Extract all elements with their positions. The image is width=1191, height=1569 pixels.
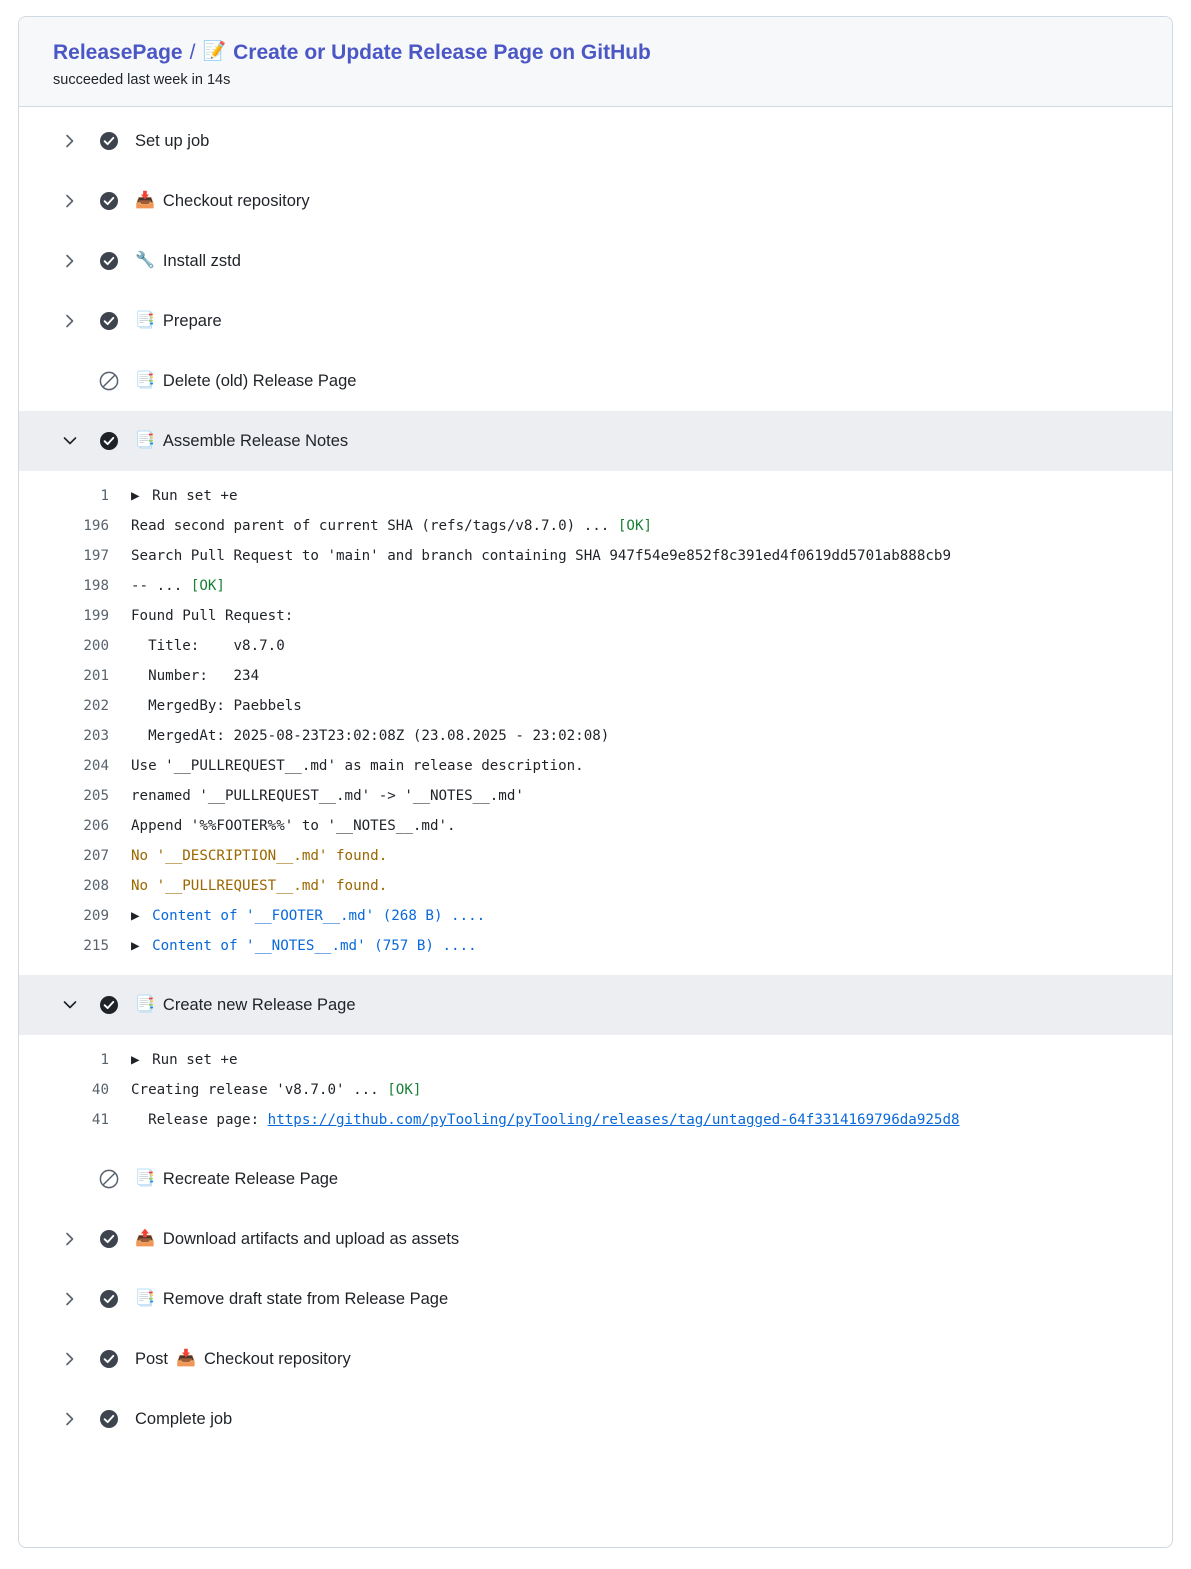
log-line-number: 215 (83, 938, 109, 955)
step-row-install-zstd[interactable] (19, 231, 1172, 291)
status-success-icon (97, 1349, 121, 1369)
log-line-number: 197 (83, 548, 109, 565)
log-group-label[interactable]: Content of '__NOTES__.md' (757 B) .... (152, 938, 477, 955)
status-skipped-icon (97, 371, 121, 391)
status-success-icon (97, 251, 121, 271)
chevron-down-icon[interactable] (59, 435, 81, 447)
chevron-right-icon[interactable] (59, 1352, 81, 1366)
page-with-curl-icon: 📑 (135, 312, 155, 330)
step-label-prepare (135, 313, 222, 331)
step-row-assemble-release-notes[interactable] (19, 411, 1172, 471)
step-label-text: Set up job (135, 131, 210, 150)
page-with-curl-icon: 📑 (135, 432, 155, 450)
step-label-download-artifacts (135, 1231, 459, 1249)
log-line-content (131, 481, 238, 511)
log-line-number: 205 (83, 788, 109, 805)
log-line (19, 1105, 1172, 1135)
step-label-post-checkout-repository (135, 1351, 351, 1369)
step-label-text: Download artifacts and upload as assets (162, 1229, 460, 1248)
log-text: Run set +e (152, 1052, 238, 1069)
memo-icon: 📝 (202, 41, 227, 63)
log-expand-arrow[interactable]: ▶ (131, 488, 149, 505)
step-label-text: Assemble Release Notes (162, 431, 349, 450)
log-line (19, 511, 1172, 541)
log-line-content (131, 1105, 960, 1135)
log-line-content: Search Pull Request to 'main' and branch containing SHA 947f54e9e852f8c391ed4f0619dd5701ab888cb9 (131, 548, 951, 565)
log-line-content: Use '__PULLREQUEST__.md' as main release description. (131, 758, 584, 775)
step-row-create-new-release-page[interactable] (19, 975, 1172, 1035)
step-label-text: Post (135, 1349, 169, 1368)
step-label-set-up-job (135, 133, 209, 151)
job-title (53, 39, 1138, 66)
status-skipped-icon (97, 1169, 121, 1189)
log-assemble-release-notes[interactable] (19, 471, 1172, 975)
step-label-text: Create new Release Page (162, 995, 356, 1014)
chevron-down-icon[interactable] (59, 999, 81, 1011)
step-label-checkout-repository (135, 193, 310, 211)
step-label-recreate-release-page (135, 1171, 338, 1189)
step-label-text: Remove draft state from Release Page (162, 1289, 449, 1308)
log-line-content: No '__PULLREQUEST__.md' found. (131, 878, 388, 895)
log-line (19, 751, 1172, 781)
status-success-icon (97, 1409, 121, 1429)
log-line-number: 206 (83, 818, 109, 835)
release-page-link[interactable]: https://github.com/pyTooling/pyTooling/releases/tag/untagged-64f3314169796da925d8 (267, 1112, 960, 1129)
log-line (19, 1045, 1172, 1075)
step-row-prepare[interactable] (19, 291, 1172, 351)
step-list (19, 107, 1172, 1449)
step-label-install-zstd (135, 253, 241, 271)
log-line (19, 661, 1172, 691)
outbox-tray-icon: 📤 (135, 1230, 155, 1248)
log-text: Read second parent of current SHA (refs/tags/v8.7.0) ... (131, 518, 618, 535)
log-line-number: 41 (91, 1112, 109, 1129)
log-line-content: Title: v8.7.0 (131, 638, 285, 655)
log-line (19, 721, 1172, 751)
step-label-text-suffix: Checkout repository (203, 1349, 351, 1368)
log-line (19, 691, 1172, 721)
step-label-text: Recreate Release Page (162, 1169, 339, 1188)
log-text: Creating release 'v8.7.0' ... (131, 1082, 388, 1099)
step-row-checkout-repository[interactable] (19, 171, 1172, 231)
log-status-ok: [OK] (617, 518, 653, 535)
step-row-complete-job[interactable] (19, 1389, 1172, 1449)
log-line-number: 209 (83, 908, 109, 925)
chevron-right-icon[interactable] (59, 134, 81, 148)
log-line (19, 781, 1172, 811)
log-line-content (131, 571, 225, 601)
log-line-content: Append '%%FOOTER%%' to '__NOTES__.md'. (131, 818, 456, 835)
log-create-new-release-page[interactable] (19, 1035, 1172, 1149)
step-row-delete-old-release-page (19, 351, 1172, 411)
step-label-text: Prepare (162, 311, 222, 330)
log-status-ok: [OK] (387, 1082, 422, 1099)
page-title[interactable]: Create or Update Release Page on GitHub (233, 41, 651, 64)
page-with-curl-icon: 📑 (135, 996, 155, 1014)
step-label-text: Checkout repository (162, 191, 310, 210)
log-line-content (131, 931, 477, 961)
step-label-text: Install zstd (162, 251, 241, 270)
log-expand-arrow[interactable]: ▶ (131, 908, 149, 925)
page-with-curl-icon: 📑 (135, 372, 155, 390)
log-line-number: 207 (83, 848, 109, 865)
log-line (19, 841, 1172, 871)
status-success-icon (97, 311, 121, 331)
log-line-number: 40 (91, 1082, 109, 1099)
job-log-panel (18, 16, 1173, 1548)
job-header (19, 17, 1172, 107)
step-row-remove-draft-state-from-release-page[interactable] (19, 1269, 1172, 1329)
log-line (19, 811, 1172, 841)
log-line-content: Number: 234 (131, 668, 260, 685)
step-label-delete-old-release-page (135, 373, 356, 391)
chevron-right-icon[interactable] (59, 1232, 81, 1246)
breadcrumb-repo[interactable]: ReleasePage (53, 41, 183, 64)
status-success-icon (97, 431, 121, 451)
log-line (19, 871, 1172, 901)
log-line (19, 1075, 1172, 1105)
log-expand-arrow[interactable]: ▶ (131, 938, 149, 955)
status-success-icon (97, 1229, 121, 1249)
inbox-tray-icon: 📥 (135, 192, 155, 210)
log-line (19, 901, 1172, 931)
log-line-content (131, 901, 485, 931)
log-line-number: 199 (83, 608, 109, 625)
chevron-right-icon[interactable] (59, 1412, 81, 1426)
log-line-content (131, 511, 652, 541)
job-status-subtitle: succeeded last week in 14s (53, 72, 231, 89)
log-line (19, 931, 1172, 961)
log-line-number: 201 (83, 668, 109, 685)
log-line-number: 202 (83, 698, 109, 715)
log-text: -- ... (131, 578, 191, 595)
status-success-icon (97, 995, 121, 1015)
status-success-icon (97, 1289, 121, 1309)
status-success-icon (97, 131, 121, 151)
log-line-content: MergedBy: Paebbels (131, 698, 302, 715)
breadcrumb-separator: / (189, 41, 196, 64)
step-row-set-up-job[interactable] (19, 111, 1172, 171)
log-line-content: renamed '__PULLREQUEST__.md' -> '__NOTES__.md' (131, 788, 524, 805)
wrench-icon: 🔧 (135, 252, 155, 270)
log-text: Release page: (131, 1112, 268, 1129)
log-group-label[interactable]: Content of '__FOOTER__.md' (268 B) .... (152, 908, 486, 925)
log-status-ok: [OK] (190, 578, 225, 595)
log-text: Run set +e (152, 488, 238, 505)
chevron-right-icon[interactable] (59, 254, 81, 268)
log-line-number: 196 (83, 518, 109, 535)
log-line-number: 203 (83, 728, 109, 745)
chevron-right-icon[interactable] (59, 1292, 81, 1306)
log-line (19, 601, 1172, 631)
log-line-content (131, 1075, 421, 1105)
log-line-number: 204 (83, 758, 109, 775)
log-line-number: 200 (83, 638, 109, 655)
log-line (19, 541, 1172, 571)
log-line-content: Found Pull Request: (131, 608, 294, 625)
log-line-content: MergedAt: 2025-08-23T23:02:08Z (23.08.2025 - 23:02:08) (131, 728, 610, 745)
log-line (19, 631, 1172, 661)
log-line-number: 208 (83, 878, 109, 895)
status-success-icon (97, 191, 121, 211)
log-line-number: 1 (100, 1052, 109, 1069)
step-label-create-new-release-page (135, 997, 356, 1015)
log-line (19, 571, 1172, 601)
step-label-text: Complete job (135, 1409, 233, 1428)
step-label-remove-draft-state (135, 1291, 448, 1309)
log-line-content (131, 1045, 238, 1075)
log-line-content: No '__DESCRIPTION__.md' found. (131, 848, 388, 865)
step-label-assemble-release-notes (135, 433, 348, 451)
log-expand-arrow[interactable]: ▶ (131, 1052, 149, 1069)
log-line (19, 481, 1172, 511)
log-line-number: 1 (100, 488, 109, 505)
step-row-recreate-release-page (19, 1149, 1172, 1209)
log-line-number: 198 (83, 578, 109, 595)
chevron-right-icon[interactable] (59, 194, 81, 208)
inbox-tray-icon: 📥 (176, 1350, 196, 1368)
step-row-download-artifacts-and-upload-as-assets[interactable] (19, 1209, 1172, 1269)
step-label-complete-job (135, 1411, 232, 1429)
step-label-text: Delete (old) Release Page (162, 371, 357, 390)
step-row-post-checkout-repository[interactable] (19, 1329, 1172, 1389)
page-with-curl-icon: 📑 (135, 1170, 155, 1188)
chevron-right-icon[interactable] (59, 314, 81, 328)
page-with-curl-icon: 📑 (135, 1290, 155, 1308)
